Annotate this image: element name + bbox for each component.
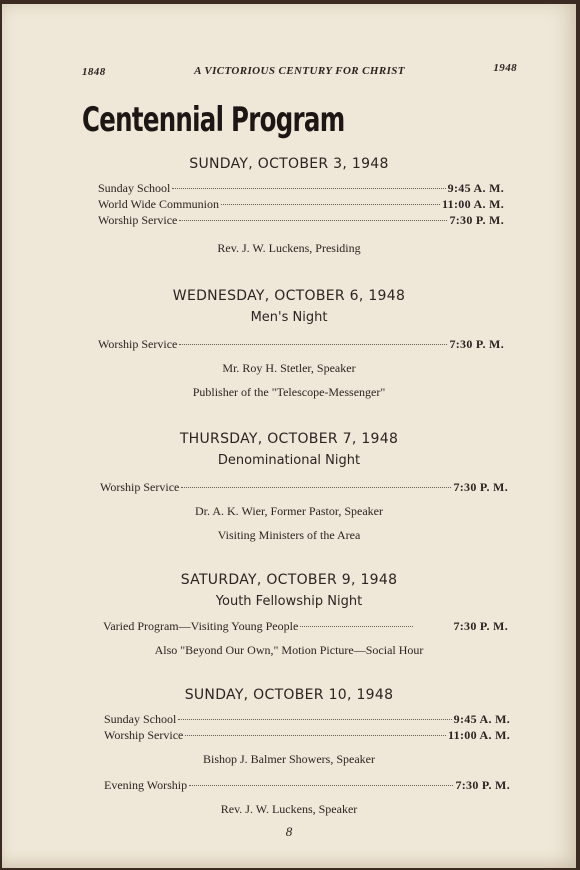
leader-dots: [300, 626, 413, 627]
event-label: World Wide Communion: [98, 197, 219, 211]
schedule-row: [98, 180, 504, 196]
speaker-note: Rev. J. W. Luckens, Speaker: [220, 802, 358, 816]
section-subheading: Youth Fellowship Night: [215, 594, 363, 609]
event-label: Worship Service: [98, 213, 178, 227]
presider-note: Rev. J. W. Luckens, Presiding: [217, 241, 361, 255]
leader-dots: [221, 204, 440, 205]
leader-dots: [181, 487, 451, 488]
schedule-row: [104, 711, 510, 727]
section-heading: SATURDAY, OCTOBER 9, 1948: [180, 572, 398, 588]
section-subheading: Men's Night: [250, 310, 328, 325]
schedule-row: [98, 212, 504, 228]
schedule-row: [100, 479, 508, 495]
section-thursday-oct-7: [2, 429, 576, 543]
schedule-row: [98, 336, 504, 352]
event-label: Varied Program—Visiting Young People: [103, 619, 299, 633]
section-saturday-oct-9: [2, 570, 576, 658]
section-heading: WEDNESDAY, OCTOBER 6, 1948: [172, 288, 406, 304]
section-heading: THURSDAY, OCTOBER 7, 1948: [179, 431, 399, 447]
section-heading: SUNDAY, OCTOBER 3, 1948: [189, 156, 389, 172]
section-wednesday-oct-6: [2, 286, 576, 400]
event-time: 9:45 A. M.: [453, 712, 510, 726]
leader-dots: [179, 220, 447, 221]
event-time: 9:45 A. M.: [447, 181, 504, 195]
schedule-row: [104, 777, 510, 793]
speaker-note: Publisher of the "Telescope-Messenger": [192, 385, 386, 399]
event-time: 7:30 P. M.: [453, 619, 508, 633]
program-page: [2, 4, 576, 868]
speaker-note: Visiting Ministers of the Area: [217, 528, 361, 542]
leader-dots: [178, 719, 451, 720]
header-year-right: 1948: [493, 62, 517, 74]
section-heading: SUNDAY, OCTOBER 10, 1948: [184, 687, 394, 703]
schedule-row: [103, 618, 508, 634]
speaker-note: Bishop J. Balmer Showers, Speaker: [203, 752, 375, 766]
section-subheading: Denominational Night: [217, 453, 361, 468]
page-title: Centennial Program: [82, 100, 345, 140]
header-year-left: 1848: [82, 66, 106, 78]
leader-dots: [179, 344, 447, 345]
speaker-note: Dr. A. K. Wier, Former Pastor, Speaker: [195, 504, 383, 518]
event-label: Worship Service: [104, 728, 184, 742]
event-label: Sunday School: [104, 712, 177, 726]
running-header: [82, 62, 517, 82]
event-label: Worship Service: [100, 480, 180, 494]
event-label: Evening Worship: [104, 778, 188, 792]
event-time: 7:30 P. M.: [455, 778, 510, 792]
section-sunday-oct-3: [2, 154, 576, 256]
leader-dots: [172, 188, 445, 189]
event-label: Worship Service: [98, 337, 178, 351]
event-label: Sunday School: [98, 181, 171, 195]
schedule-row: [104, 727, 510, 743]
header-motto: A VICTORIOUS CENTURY FOR CHRIST: [194, 65, 405, 77]
leader-dots: [185, 735, 446, 736]
event-time: 7:30 P. M.: [449, 337, 504, 351]
event-time: 7:30 P. M.: [453, 480, 508, 494]
event-time: 7:30 P. M.: [449, 213, 504, 227]
event-time: 11:00 A. M.: [442, 197, 504, 211]
event-time: 11:00 A. M.: [448, 728, 510, 742]
speaker-note: Mr. Roy H. Stetler, Speaker: [222, 361, 356, 375]
page-number: 8: [285, 824, 293, 839]
schedule-row: [98, 196, 504, 212]
leader-dots: [189, 785, 453, 786]
section-sunday-oct-10: [2, 685, 576, 817]
activity-note: Also "Beyond Our Own," Motion Picture—Social Hour: [154, 643, 424, 657]
